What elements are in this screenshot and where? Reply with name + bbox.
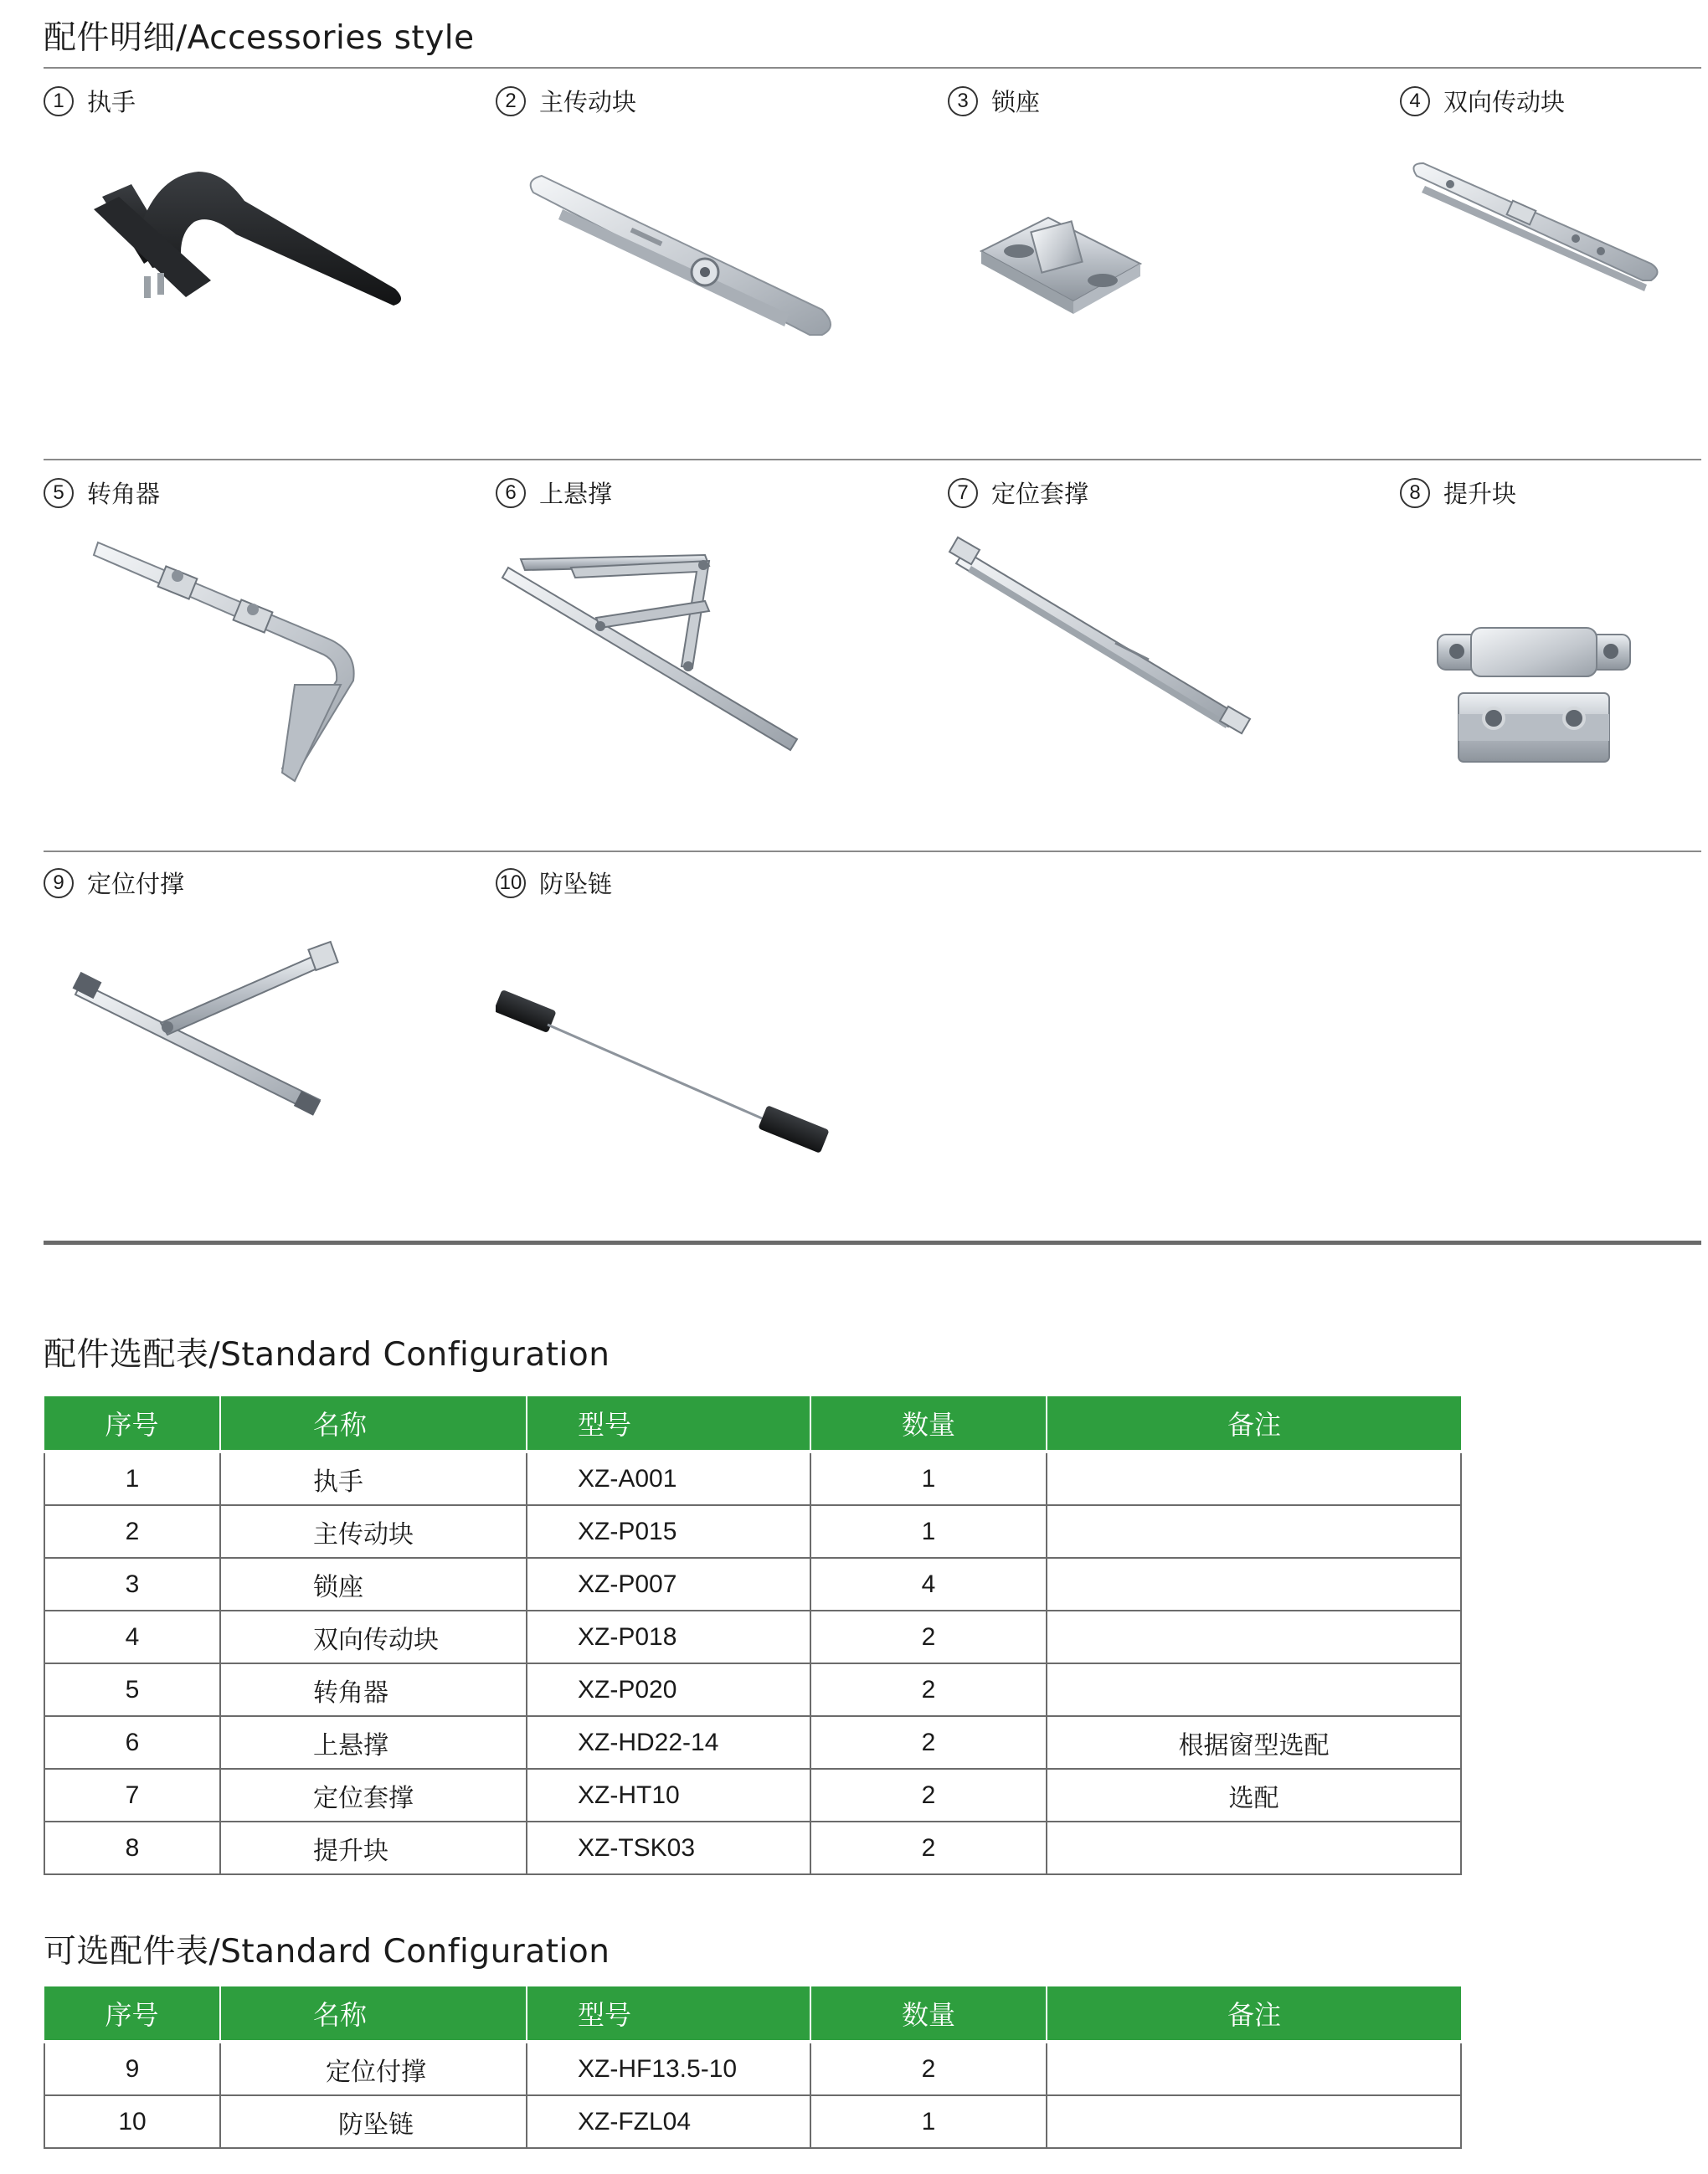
cell-qty: 4 xyxy=(810,1558,1047,1611)
header-model: 型号 xyxy=(527,1396,810,1452)
bidirectional-drive-block-image xyxy=(1400,126,1701,402)
lock-seat-image xyxy=(948,126,1333,402)
item-number: 1 xyxy=(44,86,74,116)
cell-qty: 1 xyxy=(810,1452,1047,1505)
cell-note: 选配 xyxy=(1047,1769,1461,1822)
header-name: 名称 xyxy=(220,1396,527,1452)
header-seq: 序号 xyxy=(44,1986,220,2042)
cell-model: XZ-P015 xyxy=(527,1505,810,1558)
cell-model: XZ-A001 xyxy=(527,1452,810,1505)
cell-model: XZ-HF13.5-10 xyxy=(527,2042,810,2095)
header-note: 备注 xyxy=(1047,1986,1461,2042)
cell-note xyxy=(1047,1452,1461,1505)
cell-name: 提升块 xyxy=(220,1822,527,1874)
item-name: 提升块 xyxy=(1443,480,1517,508)
header-qty: 数量 xyxy=(810,1986,1047,2042)
main-drive-block-image xyxy=(496,126,881,402)
item-number: 5 xyxy=(44,478,74,508)
anti-fall-chain-image xyxy=(496,907,881,1184)
item-number: 8 xyxy=(1400,478,1430,508)
accessory-handle xyxy=(44,84,496,444)
item-name: 转角器 xyxy=(87,480,161,508)
accessory-anti-fall-chain xyxy=(496,866,948,1226)
cell-name: 防坠链 xyxy=(220,2095,527,2148)
cell-qty: 1 xyxy=(810,1505,1047,1558)
top-hung-stay-image xyxy=(496,517,881,794)
item-name: 锁座 xyxy=(991,88,1041,116)
standard-config-table xyxy=(44,1396,1462,1875)
table-header-row xyxy=(44,1396,1461,1452)
accessory-corner-drive xyxy=(44,475,496,835)
table-row xyxy=(44,1558,1461,1611)
cell-seq: 4 xyxy=(44,1611,220,1663)
positioning-auxiliary-stay-image xyxy=(44,907,429,1184)
cell-model: XZ-HD22-14 xyxy=(527,1716,810,1769)
accessory-main-drive-block xyxy=(496,84,948,444)
handle-image xyxy=(44,126,429,402)
cell-note: 根据窗型选配 xyxy=(1047,1716,1461,1769)
accessory-lift-block xyxy=(1400,475,1708,835)
cell-model: XZ-HT10 xyxy=(527,1769,810,1822)
cell-name: 主传动块 xyxy=(220,1505,527,1558)
positioning-stay-image xyxy=(948,517,1333,794)
header-name: 名称 xyxy=(220,1986,527,2042)
header-note: 备注 xyxy=(1047,1396,1461,1452)
item-name: 防坠链 xyxy=(539,870,613,898)
cell-qty: 2 xyxy=(810,1663,1047,1716)
cell-qty: 2 xyxy=(810,2042,1047,2095)
cell-qty: 2 xyxy=(810,1611,1047,1663)
cell-seq: 9 xyxy=(44,2042,220,2095)
table-row xyxy=(44,1769,1461,1822)
cell-model: XZ-P007 xyxy=(527,1558,810,1611)
header-qty: 数量 xyxy=(810,1396,1047,1452)
item-name: 上悬撑 xyxy=(539,480,613,508)
item-number: 6 xyxy=(496,478,526,508)
cell-note xyxy=(1047,2095,1461,2148)
cell-seq: 8 xyxy=(44,1822,220,1874)
cell-model: XZ-TSK03 xyxy=(527,1822,810,1874)
cell-name: 锁座 xyxy=(220,1558,527,1611)
cell-model: XZ-FZL04 xyxy=(527,2095,810,2148)
cell-name: 双向传动块 xyxy=(220,1611,527,1663)
table-row xyxy=(44,1452,1461,1505)
lift-block-image xyxy=(1400,517,1701,794)
cell-model: XZ-P018 xyxy=(527,1611,810,1663)
item-number: 7 xyxy=(948,478,978,508)
cell-name: 上悬撑 xyxy=(220,1716,527,1769)
item-name: 执手 xyxy=(87,88,136,116)
header-seq: 序号 xyxy=(44,1396,220,1452)
table-row xyxy=(44,1716,1461,1769)
cell-note xyxy=(1047,1505,1461,1558)
header-model: 型号 xyxy=(527,1986,810,2042)
table-row xyxy=(44,1505,1461,1558)
table-row xyxy=(44,1663,1461,1716)
accessory-top-hung-stay xyxy=(496,475,948,835)
cell-seq: 1 xyxy=(44,1452,220,1505)
cell-seq: 10 xyxy=(44,2095,220,2148)
cell-qty: 2 xyxy=(810,1716,1047,1769)
accessory-positioning-stay xyxy=(948,475,1400,835)
cell-qty: 2 xyxy=(810,1769,1047,1822)
cell-name: 定位付撑 xyxy=(220,2042,527,2095)
cell-note xyxy=(1047,1611,1461,1663)
cell-seq: 6 xyxy=(44,1716,220,1769)
standard-config-title: 配件选配表/Standard Configuration xyxy=(44,1336,610,1374)
divider xyxy=(44,67,1701,69)
cell-qty: 2 xyxy=(810,1822,1047,1874)
cell-seq: 7 xyxy=(44,1769,220,1822)
cell-name: 执手 xyxy=(220,1452,527,1505)
cell-model: XZ-P020 xyxy=(527,1663,810,1716)
table-header-row xyxy=(44,1986,1461,2042)
cell-note xyxy=(1047,1822,1461,1874)
cell-note xyxy=(1047,1558,1461,1611)
accessory-positioning-auxiliary-stay xyxy=(44,866,496,1226)
table-row xyxy=(44,1822,1461,1874)
accessory-lock-seat xyxy=(948,84,1400,444)
cell-name: 定位套撑 xyxy=(220,1769,527,1822)
cell-note xyxy=(1047,2042,1461,2095)
table-row xyxy=(44,1611,1461,1663)
item-number: 10 xyxy=(496,868,526,898)
section-divider xyxy=(44,1241,1701,1245)
item-name: 双向传动块 xyxy=(1443,88,1566,116)
item-number: 2 xyxy=(496,86,526,116)
item-name: 定位套撑 xyxy=(991,480,1089,508)
item-number: 3 xyxy=(948,86,978,116)
cell-name: 转角器 xyxy=(220,1663,527,1716)
divider xyxy=(44,459,1701,460)
table-row xyxy=(44,2095,1461,2148)
accessory-bidirectional-drive-block xyxy=(1400,84,1708,444)
divider xyxy=(44,851,1701,852)
cell-note xyxy=(1047,1663,1461,1716)
optional-config-title: 可选配件表/Standard Configuration xyxy=(44,1933,610,1971)
table-row xyxy=(44,2042,1461,2095)
accessories-title: 配件明细/Accessories style xyxy=(44,19,475,57)
corner-drive-image xyxy=(44,517,429,794)
item-number: 9 xyxy=(44,868,74,898)
item-name: 主传动块 xyxy=(539,88,637,116)
cell-seq: 2 xyxy=(44,1505,220,1558)
item-name: 定位付撑 xyxy=(87,870,185,898)
item-number: 4 xyxy=(1400,86,1430,116)
cell-qty: 1 xyxy=(810,2095,1047,2148)
optional-config-table xyxy=(44,1986,1462,2149)
cell-seq: 3 xyxy=(44,1558,220,1611)
cell-seq: 5 xyxy=(44,1663,220,1716)
